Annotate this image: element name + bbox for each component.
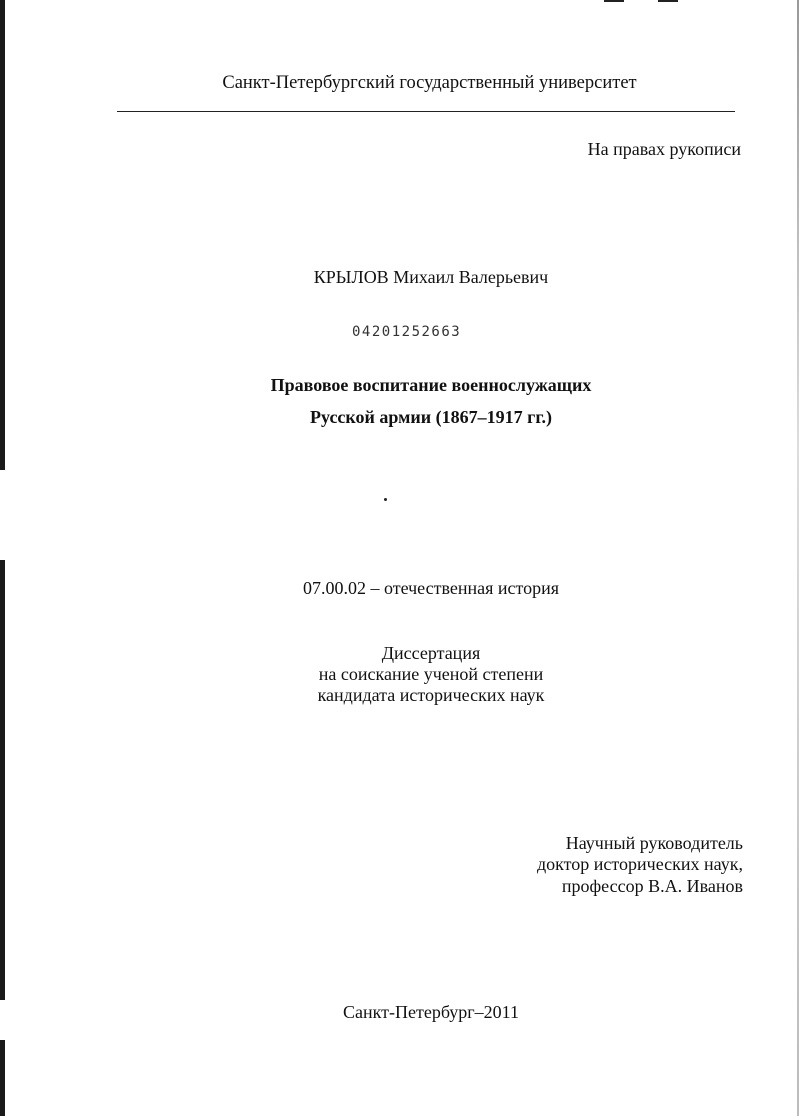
scan-speck (384, 498, 387, 501)
document-number: 04201252663 (352, 324, 462, 340)
advisor-line1: Научный руководитель (565, 833, 743, 853)
scan-mark (604, 0, 624, 2)
rights-note: На правах рукописи (587, 139, 741, 159)
city-year: Санкт-Петербург–2011 (342, 1002, 520, 1022)
author-name: КРЫЛОВ Михаил Валерьевич (313, 267, 549, 287)
advisor-line3: профессор В.А. Иванов (561, 876, 743, 896)
dissertation-type-line1: Диссертация (381, 643, 481, 663)
header-divider (117, 111, 735, 112)
dissertation-type-line2: на соискание ученой степени (318, 664, 544, 684)
university-name: Санкт-Петербургский государственный университет (222, 73, 637, 93)
scan-mark (658, 0, 678, 2)
dissertation-title-line2: Русской армии (1867–1917 гг.) (310, 407, 552, 427)
dissertation-title-line1: Правовое воспитание военнослужащих (270, 375, 592, 395)
dissertation-type-line3: кандидата исторических наук (317, 685, 545, 705)
scan-border-left (0, 0, 5, 1116)
advisor-line2: доктор исторических наук, (537, 854, 743, 874)
specialty-code: 07.00.02 – отечественная история (302, 578, 560, 598)
